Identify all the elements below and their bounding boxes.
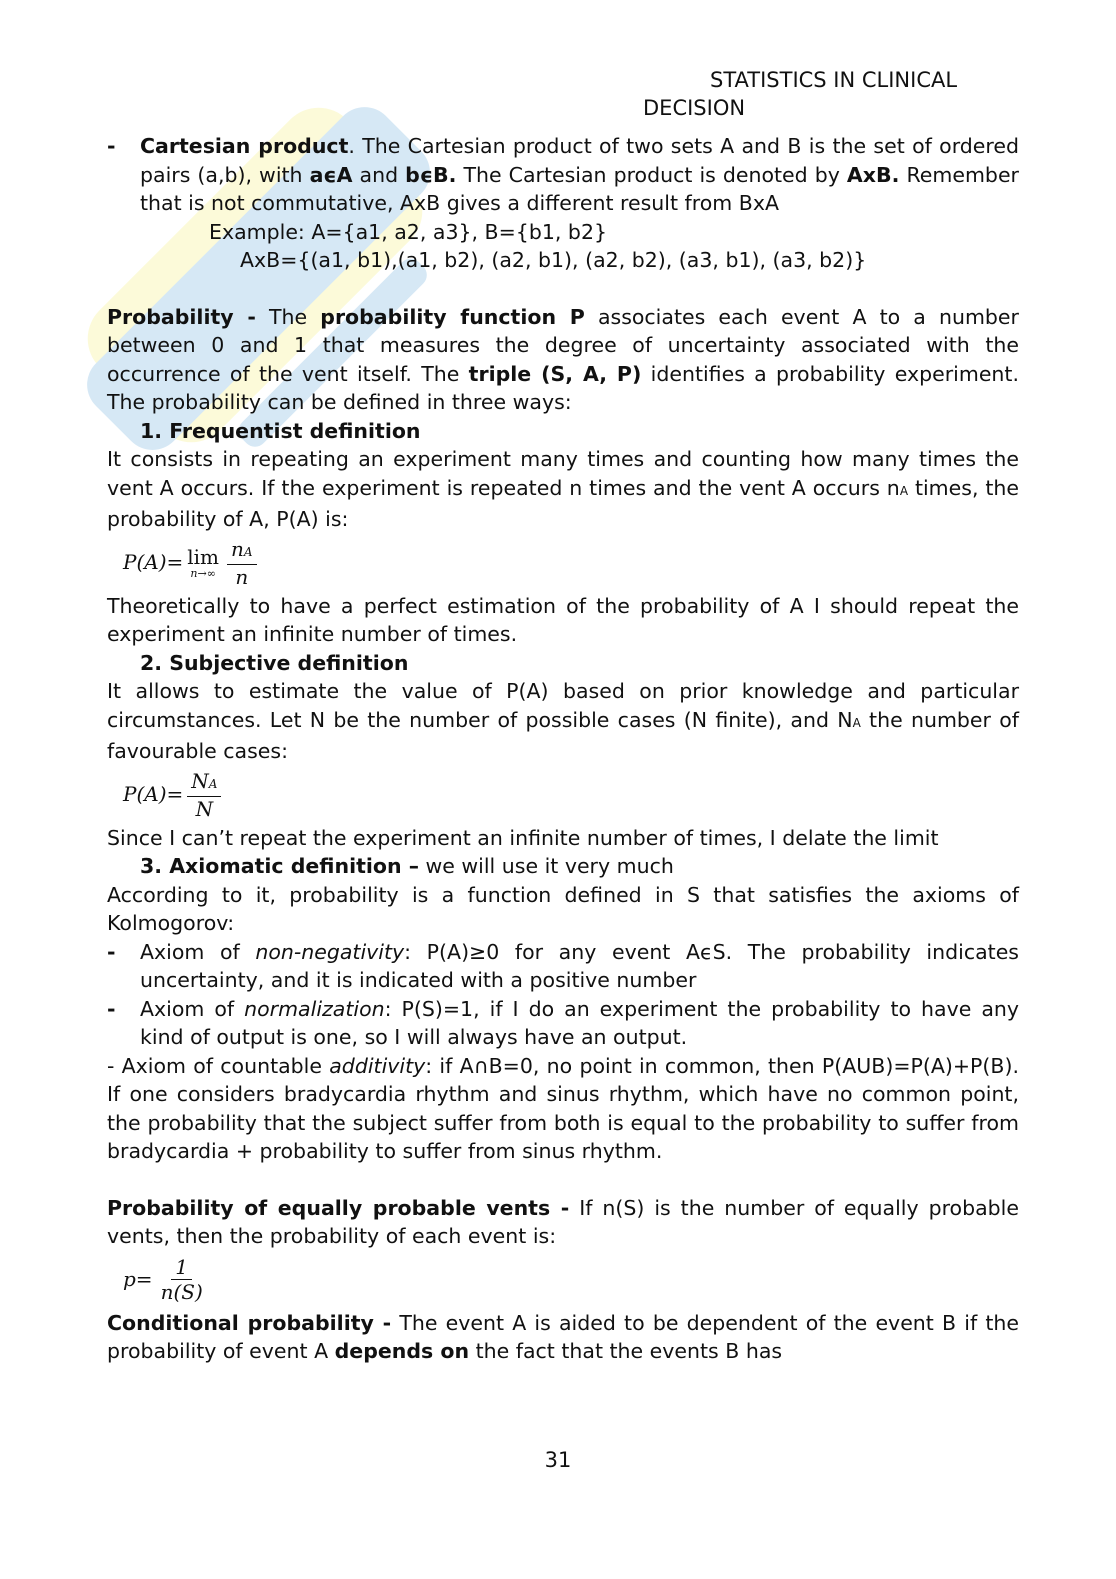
axiomatic-intro: According to it, probability is a function defined in S that satisfies the axioms of Kolmogorov: [107,882,1019,935]
cartesian-example-line-1: Example: A={a1, a2, a3}, B={b1, b2} [209,219,608,244]
cartesian-product-item: - Cartesian product. The Cartesian product of two sets A and B is the set of ordered pairs (a,b), with aϵA and bϵB. The Cartesian product is denoted by AxB. Remember that is not commutative, AxB gives a different result from BxA [107,134,1020,215]
conditional-paragraph: Conditional probability - The event A is aided to be dependent of the event B if the probability of event A depends on the fact that the events B has [107,1310,1019,1363]
header-line-2: DECISION [643,96,746,120]
fraction: $\frac{nA}{n}$ [227,537,257,589]
cartesian-example-line-2: AxB={(a1, b1),(a1, b2), (a2, b1), (a2, b2), (a3, b1), (a3, b2)} [240,248,867,272]
fraction: $\frac{1}{n(S)}$ [160,1255,203,1304]
subjective-paragraph: It allows to estimate the value of P(A) based on prior knowledge and particular circumstances. Let N be the number of possible cases (N finite), and NA the number of favourable cases: [107,679,1019,763]
axiom-non-negativity: - Axiom of non-negativity: P(A)≥0 for any event AϵS. The probability indicates uncertainty, and it is indicated with a positive number [107,939,1019,992]
probability-paragraph: Probability - The probability function P associates each event A to a number between 0 and 1 that measures the degree of uncertainty associated with the occurrence of the vent itself. The triple (S, A, P) identifies a probability experiment. The probability can be defined in three ways: [107,304,1019,414]
subjective-heading: 2. Subjective definition [140,650,409,675]
equally-probable-formula: p= $\frac{1}{n(S)}$ [107,1251,1019,1309]
equally-probable-paragraph: Probability of equally probable vents - If n(S) is the number of equally probable vents, then the probability of each event is: [107,1195,1019,1248]
frequentist-paragraph: It consists in repeating an experiment many times and counting how many times the vent A occurs. If the experiment is repeated n times and the vent A occurs nA times, the probability of A, P(A) is: [107,447,1020,531]
bullet-dash: - [107,134,116,158]
page-body [107,132,1019,1366]
probability-heading: Probability - [107,304,256,329]
axiom-additivity: - Axiom of countable additivity: if A∩B=0, no point in common, then P(AUB)=P(A)+P(B). If one considers bradycardia rhythm and sinus rhythm, which have no common point, the probability that the subject suffer from both is equal to the probability to suffer from bradycardia + probability to suffer from sinus rhythm. [107,1053,1019,1163]
subjective-note: Since I can’t repeat the experiment an infinite number of times, I delate the limit [107,825,939,850]
subjective-formula: P(A)= $\frac{NA}{N}$ [107,766,1019,824]
page-number: 31 [544,1448,572,1472]
cartesian-term: Cartesian product [140,134,349,158]
limit-operator: lim n→∞ [187,544,220,580]
fraction: $\frac{NA}{N}$ [187,769,221,821]
frequentist-heading: 1. Frequentist definition [140,418,421,443]
axiomatic-heading: 3. Axiomatic definition – we will use it very much [140,854,674,878]
frequentist-note: Theoretically to have a perfect estimation of the probability of A I should repeat the experiment an infinite number of times. [107,593,1019,646]
axiom-normalization: - Axiom of normalization: P(S)=1, if I do an experiment the probability to have any kind of output is one, so I will always have an output. [107,996,1020,1049]
header-line-1: STATISTICS IN CLINICAL [710,68,958,92]
frequentist-formula: P(A)= lim n→∞ $\frac{nA}{n}$ [107,534,1019,592]
